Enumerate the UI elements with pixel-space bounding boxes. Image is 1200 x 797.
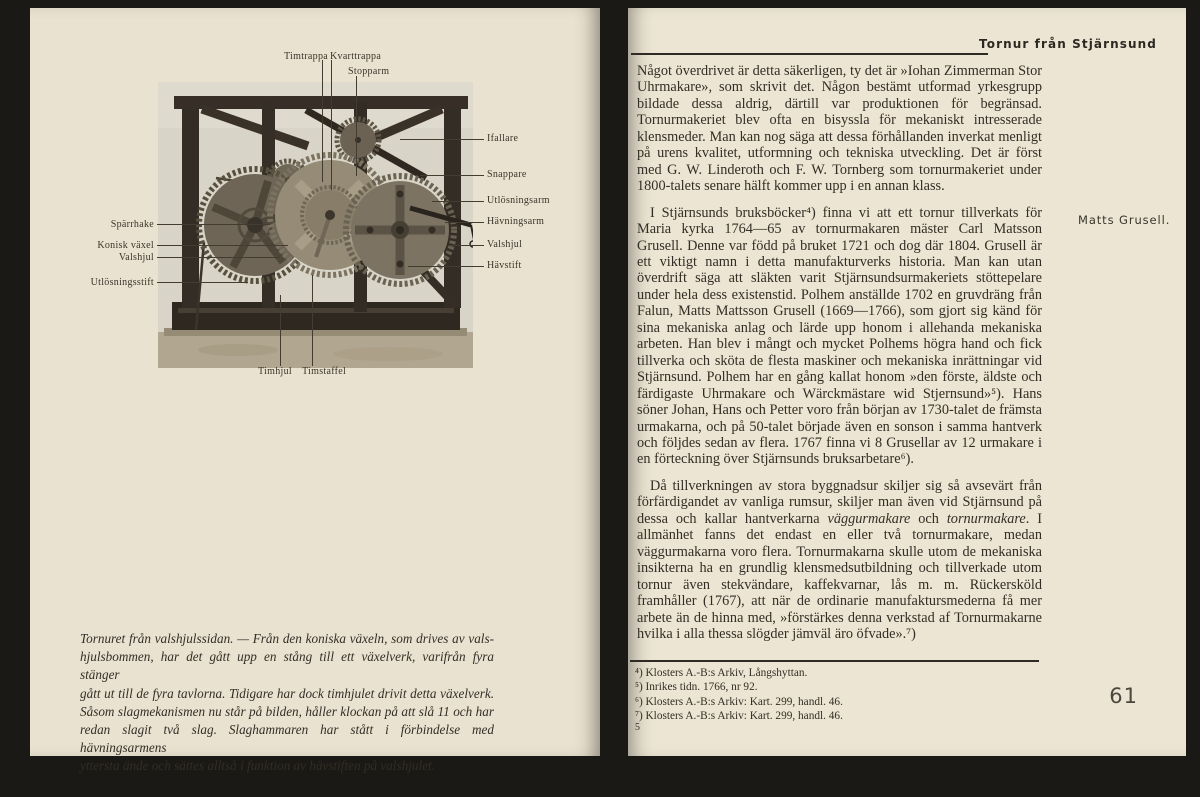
margin-note: Matts Grusell. bbox=[1078, 213, 1171, 227]
photo-label-utlosningsarm: Utlösningsarm bbox=[487, 195, 550, 206]
caption-line: hjulsbommen, har det gått upp en stång till ett växelverk, varifrån fyra stänger bbox=[80, 649, 494, 683]
caption-line: Tornuret från valshjulssidan. — Från den koniska växeln, som drives av vals- bbox=[80, 631, 494, 646]
leader-line bbox=[312, 275, 313, 366]
footnote-rule bbox=[630, 660, 1039, 662]
leader-line bbox=[280, 295, 281, 366]
leader-line bbox=[445, 222, 484, 223]
signature-mark: 5 bbox=[635, 722, 640, 733]
right-page bbox=[628, 8, 1186, 756]
footnote: ⁴) Klosters A.-B:s Arkiv, Långshyttan. bbox=[635, 667, 808, 679]
leader-line bbox=[408, 266, 484, 267]
header-rule bbox=[631, 53, 988, 55]
photo-label-utlosningsstift: Utlösningsstift bbox=[90, 277, 154, 288]
page-number: 61 bbox=[1109, 684, 1138, 708]
photo-label-timstaffel: Timstaffel bbox=[302, 366, 347, 377]
running-header: Tornur från Stjärnsund bbox=[979, 37, 1157, 51]
leader-line bbox=[157, 257, 280, 258]
leader-line bbox=[322, 60, 323, 182]
left-page bbox=[30, 8, 600, 774]
stone-base bbox=[158, 328, 473, 368]
italic-term-tornurmakare: tornurmakare bbox=[946, 510, 1026, 527]
photo-label-havningsarm: Hävningsarm bbox=[487, 216, 545, 227]
photo-label-ifallare: Ifallare bbox=[487, 133, 519, 144]
leader-line bbox=[420, 175, 484, 176]
paragraph-3-text: och bbox=[910, 510, 947, 527]
clock-mechanism-photo bbox=[158, 82, 473, 368]
caption-line: yttersta ände och sättes alltså i funktion av hävstiften på valshjulet. bbox=[80, 758, 435, 774]
photo-label-kvarttrappa: Kvarttrappa bbox=[330, 51, 382, 62]
paragraph-3-text: Då tillverkningen av stora byggnadsur skiljer sig så avsevärt från förfärdigandet av vanliga rumsur, skiljer man även vid Stjärnsund på dessa och kallar hantverkarna bbox=[637, 477, 1042, 527]
leader-line bbox=[157, 224, 270, 225]
leader-line bbox=[432, 201, 484, 202]
leader-line bbox=[157, 245, 288, 246]
italic-term-vaggurmakare: väggurmakare bbox=[827, 510, 911, 527]
footnote: ⁵) Inrikes tidn. 1766, nr 92. bbox=[635, 681, 758, 694]
photo-label-valshjul-left: Valshjul bbox=[118, 252, 154, 263]
footnote: ⁶) Klosters A.-B:s Arkiv: Kart. 299, handl. 46. bbox=[635, 695, 843, 708]
photo-label-havstift: Hävstift bbox=[487, 260, 522, 271]
leader-line bbox=[400, 139, 484, 140]
photo-label-valshjul-right: Valshjul bbox=[487, 239, 523, 250]
body-paragraph-2: I Stjärnsunds bruksböcker⁴) finna vi att ett tornur tillverkats för Maria kyrka 1764—65 av tornurmakaren mäster Carl Matsson Grusell. Denne var född på bruket 1721 och dog där 1804. Grusell är ett viktigt namn i detta manufakturverks historia. Man kan utan överdrift säga att släkten varit Stjärnsundsurmakeriets stöttepelare under hela dess existenstid. Polhem anställde 1702 en gruvdräng från Falun, Matts Mattsson Grusell (1669—1766), som gjort sig känd för sina mekaniska anlag och lärde upp honom i allehanda mekaniska arbeten. Han blev i mångt och mycket Polhems högra hand och fick tillverka och sköta de flesta maskiner och mekaniska inrättningar vid Stjärnsund. Polhem har en gång kallat honom »den förste, äldste och färdigaste Uhrmakare och Wärckmästare wid Stjernsund»⁵). Hans söner Johan, Hans och Petter voro från början av 1730-talet de främsta urmakarna, och på 50-talet började även en sonson i samma hantverk och följdes sedan av flera. 1767 finna vi 8 Grusellar av 12 urmakare i en förteckning över Stjärnsunds bruksarbetare⁶). bbox=[637, 204, 1042, 468]
footnotes bbox=[635, 666, 1055, 724]
leader-line bbox=[448, 245, 484, 246]
body-paragraph-3 bbox=[637, 478, 1042, 643]
leader-line bbox=[356, 76, 357, 176]
caption-line: Såsom slagmekanismen nu står på bilden, håller klockan på att slå 11 och har bbox=[80, 703, 494, 719]
photo-label-timtrappa: Timtrappa bbox=[284, 51, 328, 62]
photo-label-sparrhake: Spärrhake bbox=[110, 219, 154, 230]
leader-line bbox=[331, 60, 332, 190]
paragraph-3-text: . I allmänhet fanns det endast en eller två tornurmakare, medan väggurmakarna voro flera. Tornurmakarna skulle utom de mekaniska insikterna ha en grundlig klensmedsutbildning och tillverkade utom tornur även stekvändare, kaffekvarnar, lås m. m. Rückersköld framhåller (1767), att när de ordinarie manufaktursmederna få mer arbete än de hinna med, »förstärkes denna verkstad af Tornurmakarne hvilka i alla thessa slögder jämväl äro öfvade».⁷) bbox=[637, 510, 1042, 642]
caption-line: gått ut till de fyra tavlorna. Tidigare har dock timhjulet drivit detta växelverk. bbox=[80, 685, 494, 701]
photo-label-konisk-vaxel: Konisk växel bbox=[97, 240, 154, 251]
photo-label-snappare: Snappare bbox=[487, 169, 527, 180]
photo-label-timhjul: Timhjul bbox=[258, 366, 292, 377]
photo-caption bbox=[80, 630, 494, 776]
footnote: ⁷) Klosters A.-B:s Arkiv: Kart. 299, handl. 46. bbox=[635, 710, 843, 723]
body-text-column bbox=[637, 63, 1042, 652]
photo-label-stopparm: Stopparm bbox=[348, 66, 390, 77]
body-paragraph-1: Något överdrivet är detta säkerligen, ty det är »Iohan Zimmerman Stor Uhrmakare», som skrivit det. Någon bestämt utformad yrkesgrupp bildade dessa aldrig, därtill var produktionen för begränsad. Tornurmakeriet blev ofta en bisyssla för mekaniskt intresserade klensmeder. Man kan nog säga att dessa förhållanden inverkat menligt på urens kvalitet, utformning och tekniska utveckling. Det är först med G. W. Linderoth och F. W. Tornberg som tornurmakeriet under 1800-talets senare hälft kommer upp i en annan klass. bbox=[637, 63, 1042, 195]
leader-line bbox=[157, 282, 248, 283]
caption-line: redan slagit två slag. Slaghammaren har stått i förbindelse med hävningsarmens bbox=[80, 722, 494, 756]
